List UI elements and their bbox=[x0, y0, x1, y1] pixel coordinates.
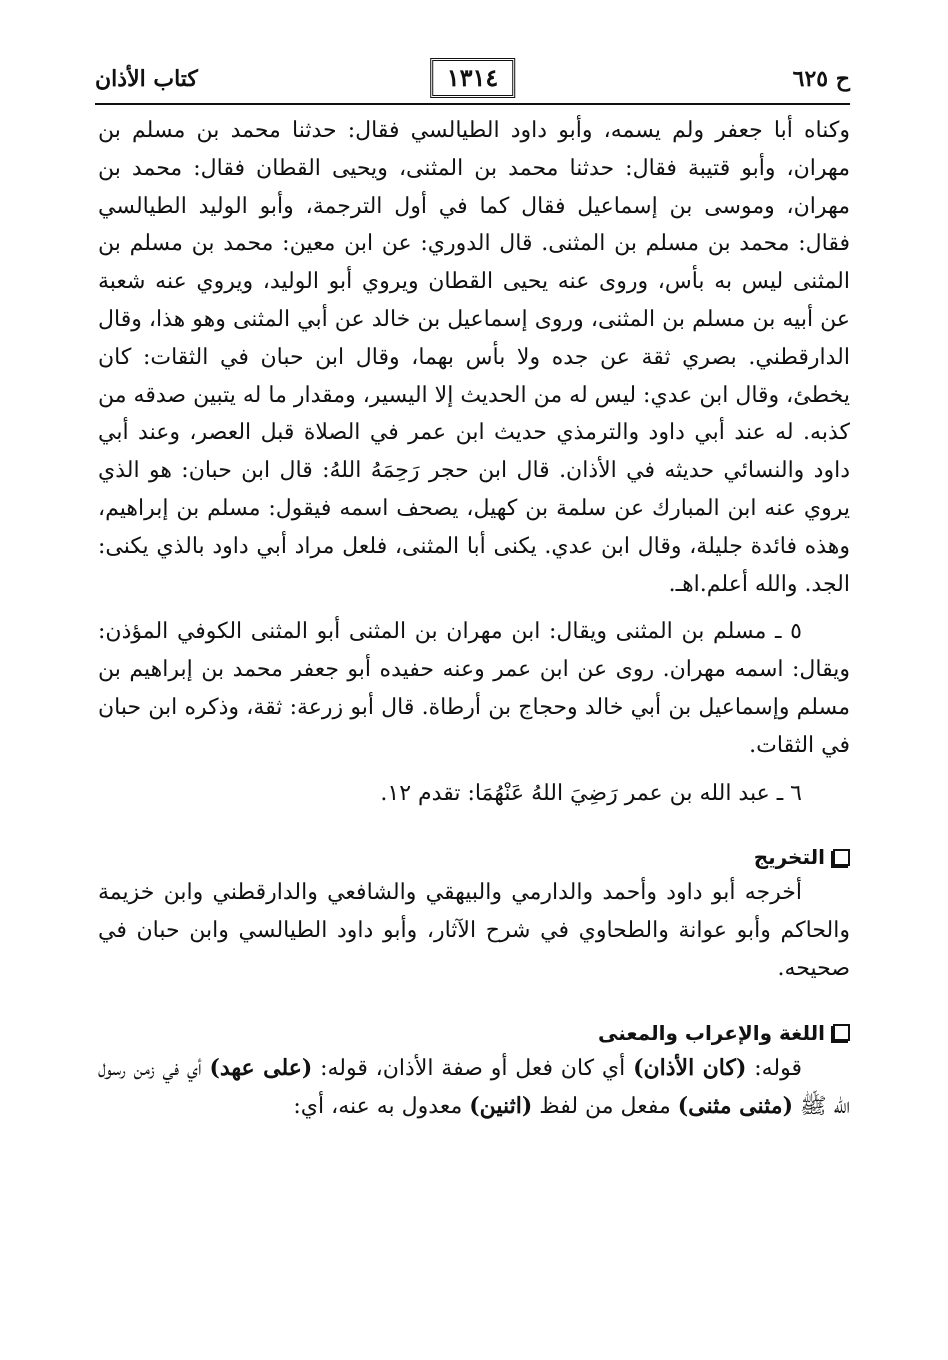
term-ithnayn: (اثنين) bbox=[469, 1092, 533, 1119]
takhrij-heading bbox=[98, 840, 850, 874]
page-header bbox=[95, 58, 850, 102]
lugha-heading-text: اللغة والإعراب والمعنى bbox=[597, 1020, 825, 1045]
lugha-suffix: معدول به عنه، أي: bbox=[293, 1093, 470, 1119]
square-box-icon bbox=[833, 1024, 850, 1041]
lugha-mid-1: أي كان فعل أو صفة الأذان، قوله: bbox=[312, 1055, 634, 1081]
narrator-5: ٥ ـ مسلم بن المثنى ويقال: ابن مهران بن المثنى أبو المثنى الكوفي المؤذن: ويقال: اسمه مهران. روى عن ابن عمر وعنه حفيده أبو جعفر محمد بن إبراهيم بن مسلم وإسماعيل بن أبي خالد وحجاج بن أرطاة. قال أبو زرعة: ثقة، وذكره ابن حبان في الثقات. bbox=[98, 619, 850, 758]
takhrij-text: أخرجه أبو داود وأحمد والدارمي والبيهقي والشافعي والدارقطني وابن خزيمة والحاكم وأبو عوانة والطحاوي في شرح الآثار، وأبو داود الطيالسي وابن حبان في صحيحه. bbox=[98, 880, 850, 981]
narrator-biography-continued: وكناه أبا جعفر ولم يسمه، وأبو داود الطيالسي فقال: حدثنا محمد بن مسلم بن مهران، وأبو قتيبة فقال: حدثنا محمد بن المثنى، ويحيى القطان فقال: محمد بن مهران، وموسى بن إسماعيل فقال كما في أول الترجمة، وأبو الوليد الطيالسي فقال: محمد بن مسلم بن المثنى. قال الدوري: عن ابن معين: محمد بن مسلم بن المثنى ليس به بأس، وروى عنه يحيى القطان ويروي أبو الوليد، ويروي عنه شعبة عن أبيه بن مسلم بن المثنى، وروى إسماعيل بن خالد عن أبي المثنى وهو هذا، وقال الدارقطني. بصري ثقة عن جده ولا بأس بهما، وقال ابن حبان في الثقات: كان يخطئ، وقال ابن عدي: ليس له من الحديث إلا اليسير، ومقدار ما له يتبين صدقه من كذبه. له عند أبي داود والترمذي حديث ابن عمر في الصلاة قبل العصر، وعند أبي داود والنسائي حديثه في الأذان. قال ابن حجر رَحِمَهُ اللهُ: قال ابن حبان: هو الذي يروي عنه ابن المبارك عن سلمة بن كهيل، يصحف اسمه فيقول: مسلم بن إبراهيم، وهذه فائدة جليلة، وقال ابن عدي. يكنى أبا المثنى، فلعل مراد أبي داود بالذي يكنى: الجد. والله أعلم.اهـ. bbox=[98, 118, 850, 597]
square-box-icon bbox=[833, 849, 850, 866]
hadith-number-frame: ١٣١٤ bbox=[430, 58, 516, 98]
takhrij-heading-text: التخريج bbox=[753, 845, 825, 870]
term-mathna-mathna: (مثنى مثنى) bbox=[677, 1092, 793, 1119]
lugha-mid-3: مفعل من لفظ bbox=[532, 1093, 678, 1119]
term-kana-al-adhan: (كان الأذان) bbox=[633, 1054, 747, 1081]
book-title: كتاب الأذان bbox=[95, 66, 198, 92]
page-body bbox=[98, 112, 850, 1125]
page-reference: ح ٦٢٥ bbox=[792, 66, 850, 92]
lugha-mid-2: أي في زمن رسول الله ﷺ bbox=[98, 1055, 850, 1119]
lugha-prefix: قوله: bbox=[746, 1055, 802, 1081]
lugha-heading bbox=[98, 1016, 850, 1050]
term-ala-ahd: (على عهد) bbox=[209, 1054, 313, 1081]
lugha-text bbox=[98, 1050, 850, 1126]
narrator-6: ٦ ـ عبد الله بن عمر رَضِيَ اللهُ عَنْهُمَا: تقدم ١٢. bbox=[380, 780, 802, 806]
header-divider bbox=[95, 103, 850, 105]
